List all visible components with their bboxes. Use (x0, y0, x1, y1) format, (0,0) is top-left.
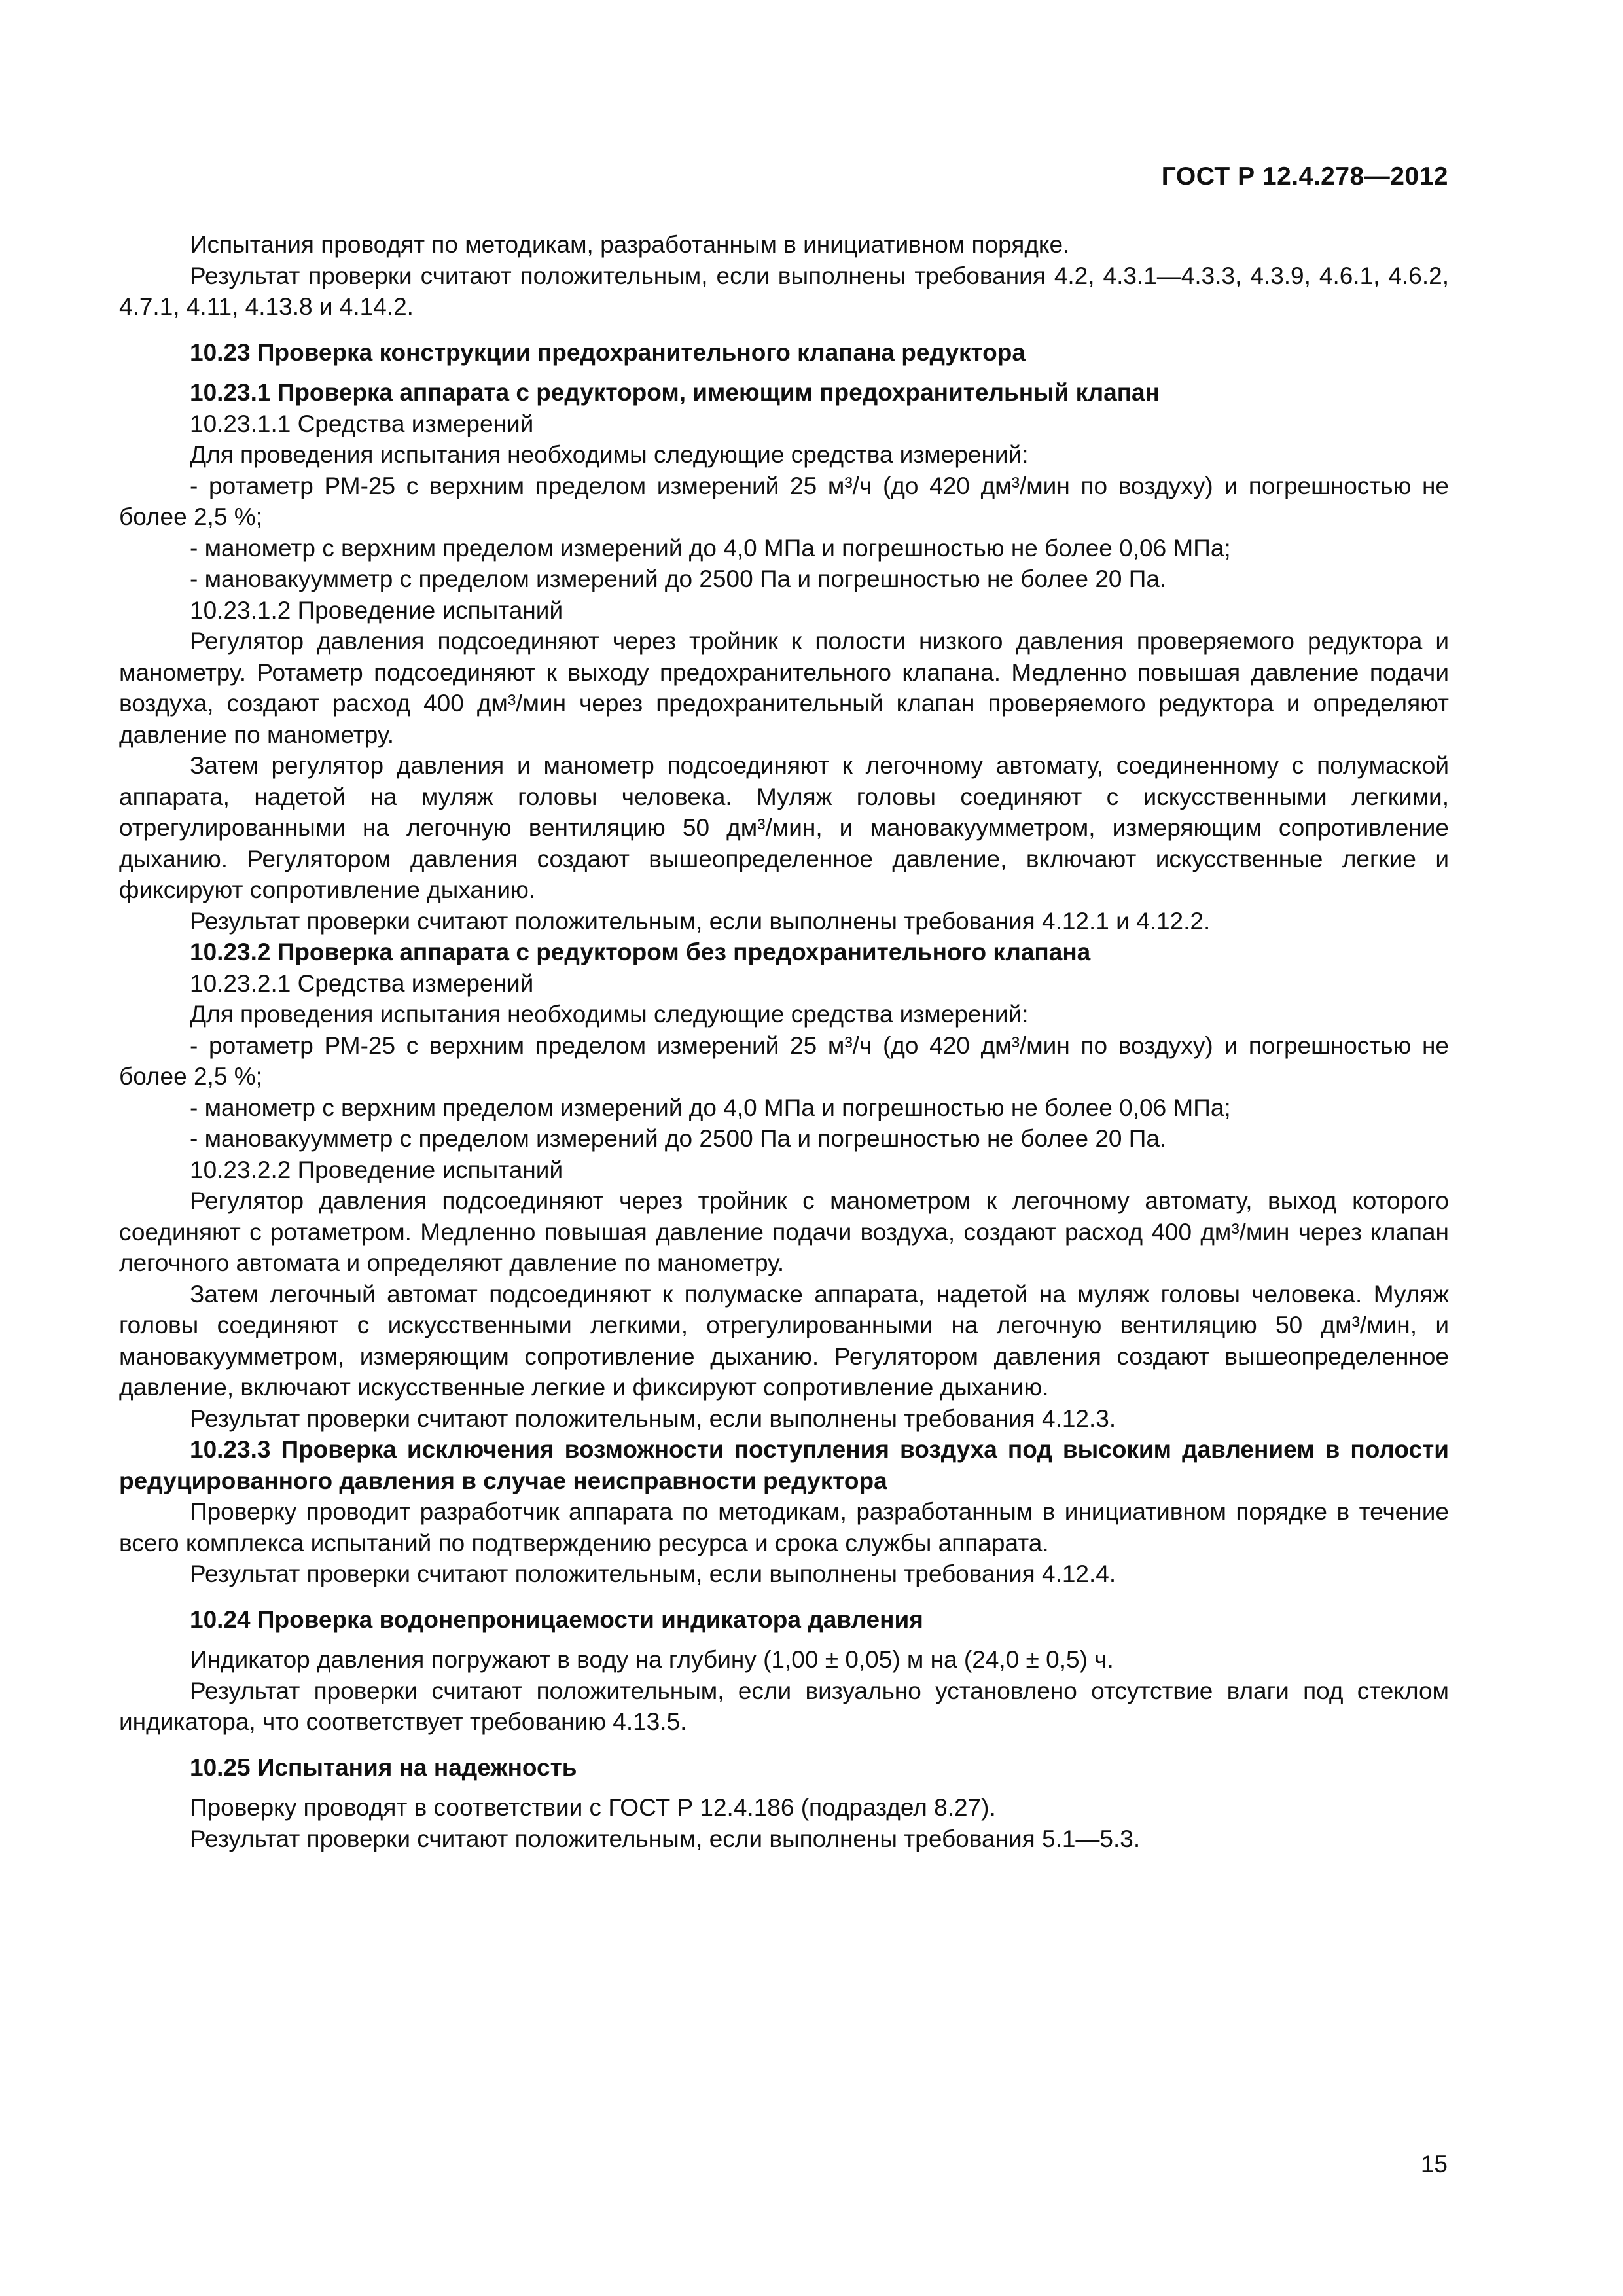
paragraph: Затем регулятор давления и манометр подсоединяют к легочному автомату, соединенному с полумаской аппарата, надетой на муляж головы человека. Муляж головы соединяют с искусственными легкими, отрегулированными на легочную вентиляцию 50 дм³/мин, и мановакуумметром, измеряющим сопротивление дыханию. Регулятором давления создают вышеопределенное давление, включают искусственные легкие и фиксируют сопротивление дыханию. (119, 752, 1449, 903)
paragraph: Испытания проводят по методикам, разработанным в инициативном порядке. (190, 231, 1070, 258)
list-item: - манометр с верхним пределом измерений до 4,0 МПа и погрешностью не более 0,06 МПа; (190, 1094, 1231, 1121)
subsection-heading: 10.23.2 Проверка аппарата с редуктором без предохранительного клапана (190, 939, 1091, 965)
paragraph: Результат проверки считают положительным, если выполнены требования 4.12.3. (190, 1405, 1116, 1432)
page-number: 15 (1420, 2151, 1448, 2178)
item-title: 10.23.1.1 Средства измерений (190, 410, 534, 437)
paragraph: Для проведения испытания необходимы следующие средства измерений: (190, 441, 1029, 468)
item-title: 10.23.1.2 Проведение испытаний (190, 596, 563, 624)
paragraph: Проверку проводит разработчик аппарата по методикам, разработанным в инициативном порядке в течение всего комплекса испытаний по подтверждению ресурса и срока службы аппарата. (119, 1498, 1449, 1556)
section-heading: 10.23 Проверка конструкции предохранительного клапана редуктора (190, 338, 1026, 366)
paragraph: Регулятор давления подсоединяют через тройник к полости низкого давления проверяемого редуктора и манометру. Ротаметр подсоединяют к выходу предохранительного клапана. Медленно повышая давление подачи воздуха, создают расход 400 дм³/мин через предохранительный клапан проверяемого редуктора и определяют давление по манометру. (119, 628, 1449, 748)
list-item: - манометр с верхним пределом измерений до 4,0 МПа и погрешностью не более 0,06 МПа; (190, 534, 1231, 562)
list-item: - мановакуумметр с пределом измерений до 2500 Па и погрешностью не более 20 Па. (190, 565, 1167, 592)
document-body (119, 229, 1449, 1854)
document-code: ГОСТ Р 12.4.278—2012 (1161, 162, 1448, 190)
paragraph: Результат проверки считают положительным, если выполнены требования 4.12.4. (190, 1560, 1116, 1587)
paragraph: Результат проверки считают положительным, если выполнены требования 4.2, 4.3.1—4.3.3, 4.3.9, 4.6.1, 4.6.2, 4.7.1, 4.11, 4.13.8 и 4.14.2. (119, 262, 1449, 320)
item-title: 10.23.2.1 Средства измерений (190, 969, 534, 997)
paragraph: Регулятор давления подсоединяют через тройник с манометром к легочному автомату, выход которого соединяют с ротаметром. Медленно повышая давление подачи воздуха, создают расход 400 дм³/мин через клапан легочного автомата и определяют давление по манометру. (119, 1187, 1449, 1276)
list-item: - ротаметр РМ-25 с верхним пределом измерений 25 м³/ч (до 420 дм³/мин по воздуху) и погрешностью не более 2,5 %; (119, 472, 1449, 530)
paragraph: Результат проверки считают положительным, если визуально установлено отсутствие влаги под стеклом индикатора, что соответствует требованию 4.13.5. (119, 1677, 1449, 1735)
section-heading: 10.24 Проверка водонепроницаемости индикатора давления (190, 1605, 923, 1633)
paragraph: Для проведения испытания необходимы следующие средства измерений: (190, 1001, 1029, 1028)
paragraph: Затем легочный автомат подсоединяют к полумаске аппарата, надетой на муляж головы человека. Муляж головы соединяют с искусственными легкими, отрегулированными на легочную вентиляцию 50 дм³/мин, и мановакуумметром, измеряющим сопротивление дыханию. Регулятором давления создают вышеопределенное давление, включают искусственные легкие и фиксируют сопротивление дыханию. (119, 1280, 1449, 1401)
list-item: - мановакуумметр с пределом измерений до 2500 Па и погрешностью не более 20 Па. (190, 1125, 1167, 1152)
list-item: - ротаметр РМ-25 с верхним пределом измерений 25 м³/ч (до 420 дм³/мин по воздуху) и погрешностью не более 2,5 %; (119, 1031, 1449, 1090)
paragraph: Проверку проводят в соответствии с ГОСТ Р 12.4.186 (подраздел 8.27). (190, 1794, 996, 1821)
item-title: 10.23.2.2 Проведение испытаний (190, 1156, 563, 1183)
paragraph: Результат проверки считают положительным, если выполнены требования 4.12.1 и 4.12.2. (190, 907, 1211, 935)
section-heading: 10.25 Испытания на надежность (190, 1753, 577, 1781)
paragraph: Результат проверки считают положительным, если выполнены требования 5.1—5.3. (190, 1825, 1141, 1852)
subsection-heading: 10.23.3 Проверка исключения возможности поступления воздуха под высоким давлением в полости редуцированного давления в случае неисправности редуктора (119, 1436, 1449, 1494)
paragraph: Индикатор давления погружают в воду на глубину (1,00 ± 0,05) м на (24,0 ± 0,5) ч. (190, 1646, 1114, 1673)
subsection-heading: 10.23.1 Проверка аппарата с редуктором, имеющим предохранительный клапан (190, 379, 1160, 406)
